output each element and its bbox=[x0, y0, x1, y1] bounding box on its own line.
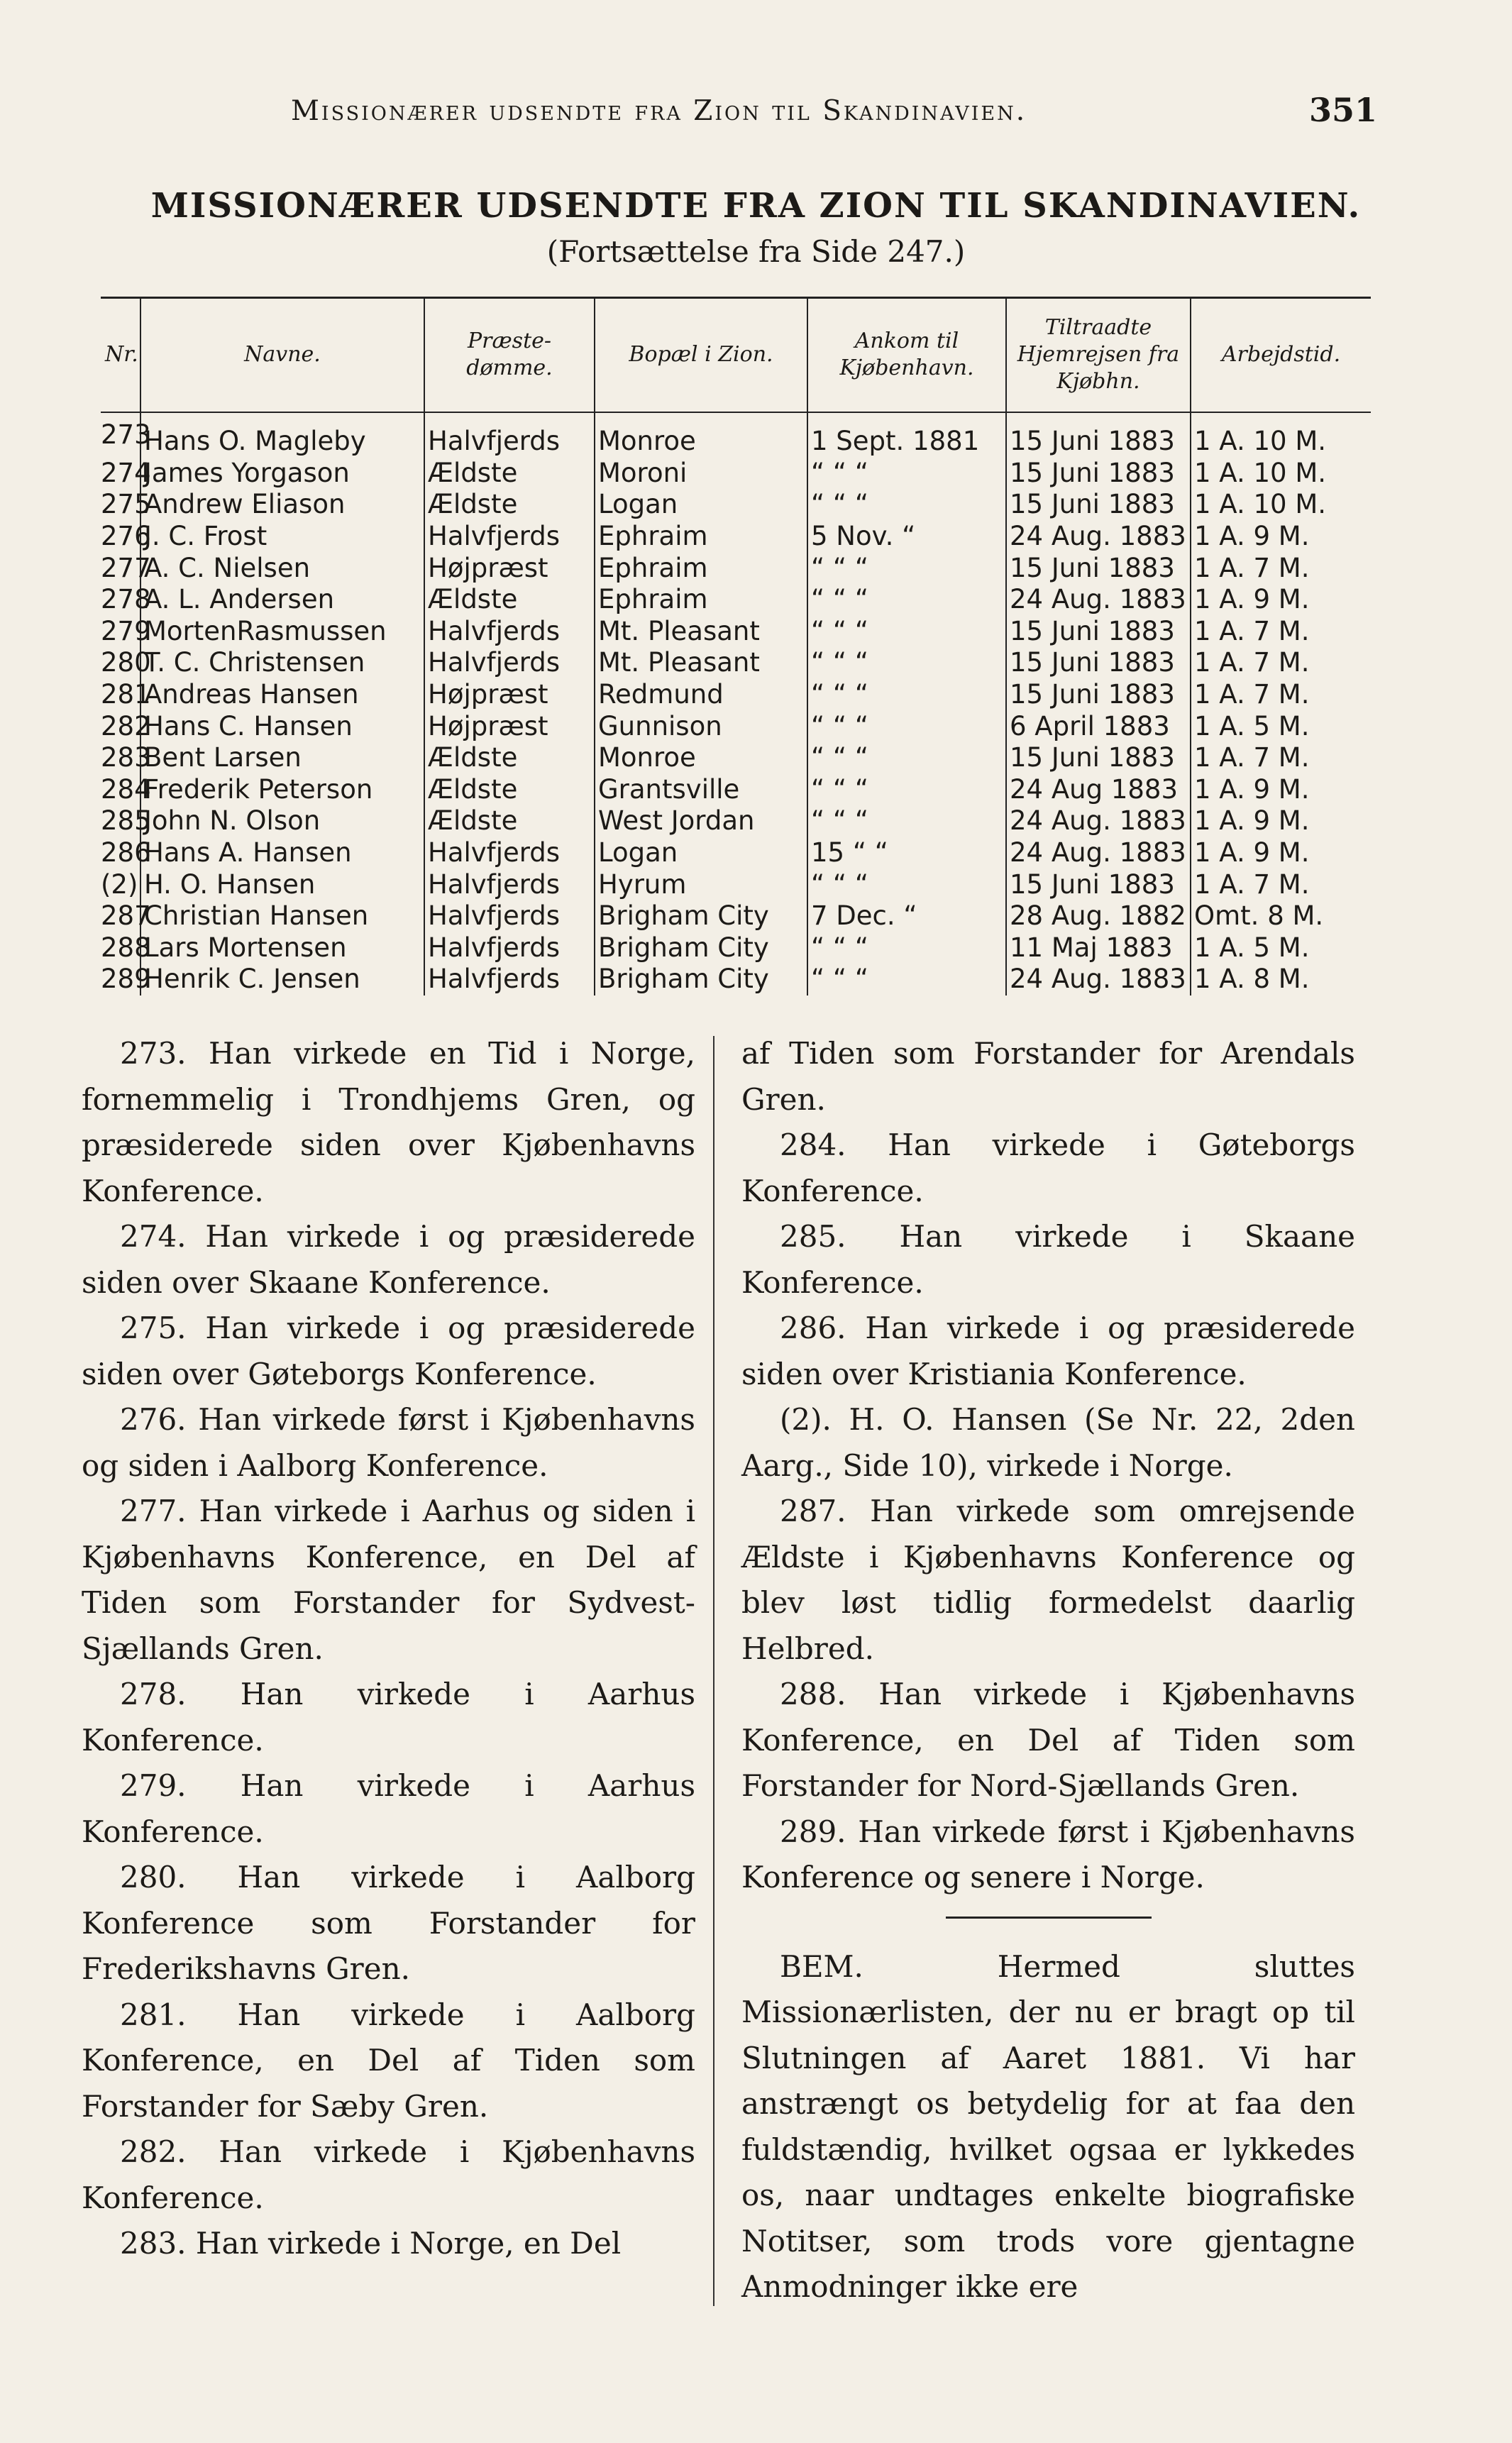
row-number: 289 bbox=[101, 964, 151, 995]
page-subtitle: (Fortsættelse fra Side 247.) bbox=[546, 234, 966, 269]
note-paragraph: 286. Han virkede i og præsiderede siden over Kristiania Konference. bbox=[741, 1311, 1355, 1391]
residence: Monroe bbox=[595, 412, 807, 458]
note-paragraph: 288. Han virkede i Kjøbenhavns Konference, en Del af Tiden som Forstander for Nord-Sjællands Gren. bbox=[741, 1677, 1355, 1803]
residence: Ephraim bbox=[595, 521, 807, 553]
row-number: 274 bbox=[101, 457, 151, 488]
note-paragraph: 273. Han virkede en Tid i Norge, fornemmelig i Trondhjems Gren, og præsiderede siden over Kjøbenhavns Konference. bbox=[82, 1036, 695, 1208]
note-paragraph: 283. Han virkede i Norge, en Del bbox=[120, 2226, 622, 2261]
table-row bbox=[101, 552, 1371, 584]
residence: Hyrum bbox=[595, 868, 807, 900]
table-row bbox=[101, 647, 1371, 679]
table-row bbox=[101, 932, 1371, 964]
residence: Ephraim bbox=[595, 552, 807, 584]
work-duration: 1 A. 9 M. bbox=[1194, 521, 1310, 552]
missionary-name: Bent Larsen bbox=[140, 742, 424, 774]
residence: Brigham City bbox=[595, 932, 807, 964]
header-duration: Arbejdstid. bbox=[1191, 298, 1371, 412]
work-duration: 1 A. 10 M. bbox=[1194, 457, 1327, 488]
arrival-date: 7 Dec. “ bbox=[807, 900, 1006, 932]
priesthood: Højpræst bbox=[424, 710, 595, 742]
note-paragraph: 280. Han virkede i Aalborg Konference som Forstander for Frederikshavns Gren. bbox=[82, 1860, 695, 1986]
header-residence: Bopæl i Zion. bbox=[595, 298, 807, 412]
work-duration: Omt. 8 M. bbox=[1194, 900, 1324, 932]
return-date: 24 Aug. 1883 bbox=[1006, 964, 1191, 996]
missionary-name: Andrew Eliason bbox=[140, 489, 424, 521]
note-paragraph: 285. Han virkede i Skaane Konference. bbox=[741, 1219, 1355, 1300]
table-row bbox=[101, 900, 1371, 932]
arrival-date: “ “ “ bbox=[807, 679, 1006, 711]
note-paragraph: 277. Han virkede i Aarhus og siden i Kjøbenhavns Konference, en Del af Tiden som Forstander for Sydvest-Sjællands Gren. bbox=[82, 1494, 695, 1666]
row-number: 285 bbox=[101, 805, 151, 837]
return-date: 6 April 1883 bbox=[1006, 710, 1191, 742]
return-date: 15 Juni 1883 bbox=[1006, 647, 1191, 679]
missionary-name: Frederik Peterson bbox=[140, 774, 424, 806]
arrival-date: “ “ “ bbox=[807, 489, 1006, 521]
priesthood: Halvfjerds bbox=[424, 647, 595, 679]
priesthood: Ældste bbox=[424, 458, 595, 490]
notes-left-column bbox=[82, 1031, 695, 2267]
column-divider bbox=[713, 1036, 714, 2306]
missionary-name: H. O. Hansen bbox=[140, 868, 424, 900]
return-date: 28 Aug. 1882 bbox=[1006, 900, 1191, 932]
row-number: 287 bbox=[101, 900, 151, 932]
missionary-name: Lars Mortensen bbox=[140, 932, 424, 964]
table-row bbox=[101, 584, 1371, 616]
priesthood: Halvfjerds bbox=[424, 900, 595, 932]
arrival-date: “ “ “ bbox=[807, 774, 1006, 806]
residence: Logan bbox=[595, 489, 807, 521]
priesthood: Ældste bbox=[424, 489, 595, 521]
priesthood: Halvfjerds bbox=[424, 932, 595, 964]
header-priesthood: Præste-dømme. bbox=[424, 298, 595, 412]
missionary-name: Christian Hansen bbox=[140, 900, 424, 932]
note-paragraph: 289. Han virkede først i Kjøbenhavns Konference og senere i Norge. bbox=[741, 1814, 1355, 1895]
running-head bbox=[213, 91, 1377, 133]
row-number: 280 bbox=[101, 647, 151, 678]
work-duration: 1 A. 5 M. bbox=[1194, 932, 1310, 963]
note-paragraph: 275. Han virkede i og præsiderede siden over Gøteborgs Konference. bbox=[82, 1311, 695, 1391]
work-duration: 1 A. 7 M. bbox=[1194, 679, 1310, 710]
work-duration: 1 A. 7 M. bbox=[1194, 615, 1310, 646]
missionary-name: Henrik C. Jensen bbox=[140, 964, 424, 996]
return-date: 15 Juni 1883 bbox=[1006, 489, 1191, 521]
table-row bbox=[101, 837, 1371, 869]
row-number: 282 bbox=[101, 710, 151, 741]
header-names: Navne. bbox=[140, 298, 424, 412]
work-duration: 1 A. 9 M. bbox=[1194, 773, 1310, 805]
arrival-date: “ “ “ bbox=[807, 584, 1006, 616]
table-row bbox=[101, 458, 1371, 490]
residence: Gunnison bbox=[595, 710, 807, 742]
priesthood: Ældste bbox=[424, 742, 595, 774]
priesthood: Højpræst bbox=[424, 679, 595, 711]
missionary-name: James Yorgason bbox=[140, 458, 424, 490]
header-nr: Nr. bbox=[101, 298, 140, 412]
priesthood: Ældste bbox=[424, 584, 595, 616]
row-number: 286 bbox=[101, 837, 151, 868]
row-number: 288 bbox=[101, 932, 151, 963]
missionary-name: T. C. Christensen bbox=[140, 647, 424, 679]
table-row bbox=[101, 742, 1371, 774]
priesthood: Højpræst bbox=[424, 552, 595, 584]
header-returned: Tiltraadte Hjemrejsen fra Kjøbhn. bbox=[1006, 298, 1191, 412]
work-duration: 1 A. 10 M. bbox=[1194, 426, 1327, 457]
arrival-date: 5 Nov. “ bbox=[807, 521, 1006, 553]
residence: Ephraim bbox=[595, 584, 807, 616]
residence: Brigham City bbox=[595, 900, 807, 932]
note-paragraph: 281. Han virkede i Aalborg Konference, en Del af Tiden som Forstander for Sæby Gren. bbox=[82, 1997, 695, 2124]
arrival-date: “ “ “ bbox=[807, 647, 1006, 679]
missionary-name: Hans O. Magleby bbox=[140, 412, 424, 458]
work-duration: 1 A. 8 M. bbox=[1194, 964, 1310, 995]
residence: Logan bbox=[595, 837, 807, 869]
residence: Mt. Pleasant bbox=[595, 647, 807, 679]
arrival-date: “ “ “ bbox=[807, 932, 1006, 964]
note-paragraph: 287. Han virkede som omrejsende Ældste i Kjøbenhavns Konference og blev løst tidlig formedelst daarlig Helbred. bbox=[741, 1494, 1355, 1666]
row-number: 273 bbox=[101, 412, 140, 458]
missionary-name: A. C. Nielsen bbox=[140, 552, 424, 584]
table-row bbox=[101, 710, 1371, 742]
remark-paragraph: BEM. Hermed sluttes Missionærlisten, der nu er bragt op til Slutningen af Aaret 1881. Vi har anstrængt os betydelig for at faa den fuldstændig, hvilket ogsaa er lykkedes os, naar undtages enkelte biografiske Notitser, som trods vore gjentagne Anmodninger ikke ere bbox=[741, 1948, 1355, 2304]
work-duration: 1 A. 9 M. bbox=[1194, 837, 1310, 868]
priesthood: Halvfjerds bbox=[424, 412, 595, 458]
table-row bbox=[101, 868, 1371, 900]
return-date: 15 Juni 1883 bbox=[1006, 552, 1191, 584]
notes-right-column bbox=[741, 1031, 1355, 2310]
row-number: 277 bbox=[101, 552, 151, 583]
return-date: 15 Juni 1883 bbox=[1006, 679, 1191, 711]
work-duration: 1 A. 5 M. bbox=[1194, 710, 1310, 741]
table-row bbox=[101, 489, 1371, 521]
note-paragraph: 284. Han virkede i Gøteborgs Konference. bbox=[741, 1127, 1355, 1208]
note-paragraph: 276. Han virkede først i Kjøbenhavns og siden i Aalborg Konference. bbox=[82, 1402, 695, 1483]
priesthood: Halvfjerds bbox=[424, 521, 595, 553]
residence: Brigham City bbox=[595, 964, 807, 996]
arrival-date: “ “ “ bbox=[807, 805, 1006, 837]
row-number: 279 bbox=[101, 615, 151, 646]
return-date: 24 Aug. 1883 bbox=[1006, 584, 1191, 616]
table-row bbox=[101, 412, 1371, 458]
residence: Mt. Pleasant bbox=[595, 616, 807, 648]
work-duration: 1 A. 9 M. bbox=[1194, 584, 1310, 615]
arrival-date: 1 Sept. 1881 bbox=[807, 412, 1006, 458]
return-date: 24 Aug. 1883 bbox=[1006, 521, 1191, 553]
missionary-name: John N. Olson bbox=[140, 805, 424, 837]
arrival-date: “ “ “ bbox=[807, 616, 1006, 648]
row-number: 278 bbox=[101, 584, 151, 615]
missionary-table bbox=[101, 298, 1371, 1008]
work-duration: 1 A. 7 M. bbox=[1194, 868, 1310, 900]
table-row bbox=[101, 774, 1371, 806]
table-row bbox=[101, 805, 1371, 837]
work-duration: 1 A. 7 M. bbox=[1194, 552, 1310, 583]
priesthood: Halvfjerds bbox=[424, 837, 595, 869]
row-number: 281 bbox=[101, 679, 151, 710]
table-row bbox=[101, 616, 1371, 648]
return-date: 11 Maj 1883 bbox=[1006, 932, 1191, 964]
row-number: 276 bbox=[101, 521, 151, 552]
priesthood: Halvfjerds bbox=[424, 964, 595, 996]
missionary-name: J. C. Frost bbox=[140, 521, 424, 553]
missionary-name: Andreas Hansen bbox=[140, 679, 424, 711]
note-paragraph: 282. Han virkede i Kjøbenhavns Konference. bbox=[82, 2134, 695, 2215]
note-paragraph: 279. Han virkede i Aarhus Konference. bbox=[82, 1768, 695, 1849]
missionary-name: A. L. Andersen bbox=[140, 584, 424, 616]
work-duration: 1 A. 10 M. bbox=[1194, 489, 1327, 520]
page-title: MISSIONÆRER UDSENDTE FRA ZION TIL SKANDINAVIEN. bbox=[150, 186, 1362, 226]
row-number: 283 bbox=[101, 742, 151, 773]
note-continuation: af Tiden som Forstander for Arendals Gren. bbox=[741, 1036, 1355, 1117]
arrival-date: “ “ “ bbox=[807, 458, 1006, 490]
return-date: 24 Aug. 1883 bbox=[1006, 805, 1191, 837]
page-number: 351 bbox=[1308, 91, 1377, 129]
running-head-title: Missionærer udsendte fra Zion til Skandinavien. bbox=[291, 95, 1027, 127]
header-arrived: Ankom til Kjøbenhavn. bbox=[807, 298, 1006, 412]
note-paragraph: 274. Han virkede i og præsiderede siden over Skaane Konference. bbox=[82, 1219, 695, 1300]
missionary-name: MortenRasmussen bbox=[140, 616, 424, 648]
table-row bbox=[101, 964, 1371, 996]
residence: Monroe bbox=[595, 742, 807, 774]
priesthood: Halvfjerds bbox=[424, 616, 595, 648]
arrival-date: “ “ “ bbox=[807, 964, 1006, 996]
row-number: (2) bbox=[101, 868, 140, 900]
return-date: 24 Aug 1883 bbox=[1006, 774, 1191, 806]
table-header-row bbox=[101, 298, 1371, 412]
work-duration: 1 A. 7 M. bbox=[1194, 742, 1310, 773]
table-row bbox=[101, 679, 1371, 711]
arrival-date: “ “ “ bbox=[807, 552, 1006, 584]
table-row bbox=[101, 521, 1371, 553]
missionary-name: Hans C. Hansen bbox=[140, 710, 424, 742]
residence: West Jordan bbox=[595, 805, 807, 837]
arrival-date: “ “ “ bbox=[807, 710, 1006, 742]
note-paragraph: (2). H. O. Hansen (Se Nr. 22, 2den Aarg., Side 10), virkede i Norge. bbox=[741, 1402, 1355, 1483]
return-date: 15 Juni 1883 bbox=[1006, 412, 1191, 458]
priesthood: Halvfjerds bbox=[424, 868, 595, 900]
missionary-name: Hans A. Hansen bbox=[140, 837, 424, 869]
row-number: 275 bbox=[101, 489, 151, 520]
arrival-date: “ “ “ bbox=[807, 868, 1006, 900]
return-date: 15 Juni 1883 bbox=[1006, 616, 1191, 648]
row-number: 284 bbox=[101, 773, 151, 805]
return-date: 15 Juni 1883 bbox=[1006, 742, 1191, 774]
residence: Redmund bbox=[595, 679, 807, 711]
residence: Grantsville bbox=[595, 774, 807, 806]
return-date: 24 Aug. 1883 bbox=[1006, 837, 1191, 869]
section-rule bbox=[946, 1917, 1152, 1919]
return-date: 15 Juni 1883 bbox=[1006, 868, 1191, 900]
work-duration: 1 A. 7 M. bbox=[1194, 647, 1310, 678]
note-paragraph: 278. Han virkede i Aarhus Konference. bbox=[82, 1677, 695, 1758]
arrival-date: 15 “ “ bbox=[807, 837, 1006, 869]
priesthood: Ældste bbox=[424, 774, 595, 806]
return-date: 15 Juni 1883 bbox=[1006, 458, 1191, 490]
arrival-date: “ “ “ bbox=[807, 742, 1006, 774]
residence: Moroni bbox=[595, 458, 807, 490]
priesthood: Ældste bbox=[424, 805, 595, 837]
work-duration: 1 A. 9 M. bbox=[1194, 805, 1310, 837]
